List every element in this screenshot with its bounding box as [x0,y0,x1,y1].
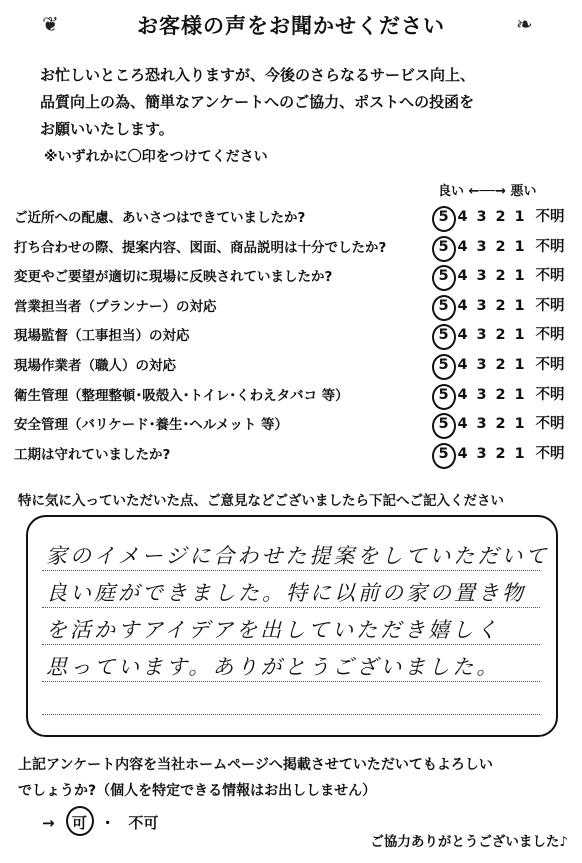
right-ornament-icon: ❧ [516,12,533,36]
rating-value: 5 [438,239,449,255]
rating-option[interactable]: 1 [514,357,525,373]
handwritten-comment-line: 良い庭ができました。特に以前の家の置き物 [46,581,526,605]
question-label: 現場作業者（職人）の対応 [14,358,176,374]
rating-option[interactable]: 2 [495,298,506,314]
rating-option[interactable]: 2 [495,416,506,432]
question-label: 工期は守れていましたか? [14,447,171,463]
intro-line: お忙しいところ恐れ入りますが、今後のさらなるサービス向上、 [40,66,476,84]
rating-option[interactable]: 2 [495,268,506,284]
rating-option[interactable]: 4 [457,209,468,225]
consent-line: 上記アンケート内容を当社ホームページへ掲載させていただいてもよろしい [18,757,493,773]
arrow-icon: → [42,814,55,832]
thanks-message: ご協力ありがとうございました♪ [370,834,568,850]
intro-line: お願いいたします。 [40,120,174,138]
rating-option[interactable]: 1 [514,446,525,462]
rating-value: 5 [438,387,449,403]
rating-option[interactable]: 3 [476,239,487,255]
question-label: 衛生管理（整理整頓･吸殻入･トイレ･くわえタバコ 等） [14,388,349,404]
rating-option[interactable]: 4 [457,239,468,255]
rating-option[interactable] [434,357,453,373]
rating-option[interactable]: 不明 [535,446,565,462]
comment-ruled-line [42,714,540,715]
rating-option[interactable] [434,327,453,343]
comment-ruled-line [42,607,540,608]
comment-ruled-line [42,681,540,682]
rating-option[interactable] [434,387,453,403]
rating-option[interactable] [434,298,453,314]
comment-ruled-line [42,644,540,645]
rating-value: 5 [438,298,449,314]
rating-option[interactable]: 不明 [535,239,565,255]
handwritten-comment-line: 家のイメージに合わせた提案をしていただいて [46,544,550,568]
page-title: お客様の声をお聞かせください [137,14,445,38]
rating-value: 5 [438,357,449,373]
choice-no[interactable]: 不可 [128,814,159,832]
rating-option[interactable]: 不明 [535,327,565,343]
rating-option[interactable]: 3 [476,268,487,284]
rating-option[interactable]: 1 [514,209,525,225]
rating-option[interactable]: 2 [495,209,506,225]
rating-option[interactable]: 2 [495,357,506,373]
selection-circle [66,806,94,836]
rating-option[interactable]: 不明 [535,416,565,432]
rating-option[interactable] [434,239,453,255]
rating-option[interactable] [434,416,453,432]
rating-row [434,323,567,344]
question-label: 現場監督（工事担当）の対応 [14,328,190,344]
scale-header: 良い ←──→ 悪い [438,184,537,199]
rating-option[interactable]: 不明 [535,268,565,284]
rating-option[interactable]: 3 [476,446,487,462]
rating-option[interactable]: 不明 [535,357,565,373]
intro-line: 品質向上の為、簡単なアンケートへのご協力、ポストへの投函を [40,93,475,111]
handwritten-comment-line: を活かすアイデアを出していただき嬉しく [46,618,501,642]
rating-option[interactable]: 4 [457,327,468,343]
question-label: 打ち合わせの際、提案内容、図面、商品説明は十分でしたか? [14,240,387,256]
rating-value: 5 [438,268,449,284]
rating-option[interactable] [434,209,453,225]
rating-option[interactable]: 不明 [535,209,565,225]
rating-value: 5 [438,416,449,432]
rating-row [434,383,567,404]
rating-row [434,294,567,315]
rating-row [434,264,567,285]
rating-option[interactable] [434,446,453,462]
rating-option[interactable]: 1 [514,327,525,343]
rating-option[interactable]: 3 [476,209,487,225]
left-ornament-icon: ❦ [42,12,59,36]
choice-yes[interactable]: 可 [71,814,87,832]
rating-option[interactable]: 2 [495,387,506,403]
rating-option[interactable]: 2 [495,239,506,255]
consent-line: でしょうか?（個人を特定できる情報はお出ししません） [18,783,377,799]
question-label: ご近所への配慮、あいさつはできていましたか? [14,210,306,226]
question-label: 変更やご要望が適切に現場に反映されていましたか? [14,269,333,285]
rating-option[interactable]: 4 [457,387,468,403]
handwritten-comment-line: 思っています。ありがとうございました。 [46,655,501,679]
rating-option[interactable]: 1 [514,268,525,284]
rating-option[interactable]: 4 [457,416,468,432]
rating-option[interactable]: 3 [476,387,487,403]
rating-option[interactable]: 1 [514,239,525,255]
rating-option[interactable] [434,268,453,284]
choice-separator: ・ [100,814,116,832]
rating-option[interactable]: 2 [495,446,506,462]
question-label: 営業担当者（プランナー）の対応 [14,299,217,315]
rating-row [434,412,567,433]
rating-row [434,235,567,256]
rating-option[interactable]: 1 [514,387,525,403]
rating-option[interactable]: 1 [514,298,525,314]
instruction-note: ※いずれかに〇印をつけてください [44,149,268,165]
rating-option[interactable]: 不明 [535,298,565,314]
rating-option[interactable]: 4 [457,298,468,314]
rating-option[interactable]: 2 [495,327,506,343]
consent-choice [42,812,158,833]
rating-value: 5 [438,209,449,225]
rating-option[interactable]: 4 [457,446,468,462]
rating-option[interactable]: 3 [476,327,487,343]
rating-option[interactable]: 3 [476,357,487,373]
rating-option[interactable]: 1 [514,416,525,432]
rating-row [434,205,567,226]
rating-option[interactable]: 4 [457,357,468,373]
question-label: 安全管理（バリケード･養生･ヘルメット 等） [14,417,289,433]
rating-row [434,353,567,374]
rating-option[interactable]: 4 [457,268,468,284]
rating-option[interactable]: 不明 [535,387,565,403]
comment-ruled-line [42,570,540,571]
rating-option[interactable]: 3 [476,416,487,432]
rating-value: 5 [438,327,449,343]
rating-option[interactable]: 3 [476,298,487,314]
intro-text [40,62,475,143]
rating-value: 5 [438,446,449,462]
rating-row [434,442,567,463]
comment-prompt: 特に気に入っていただいた点、ご意見などございましたら下記へご記入ください [18,493,504,509]
consent-question [18,752,493,804]
